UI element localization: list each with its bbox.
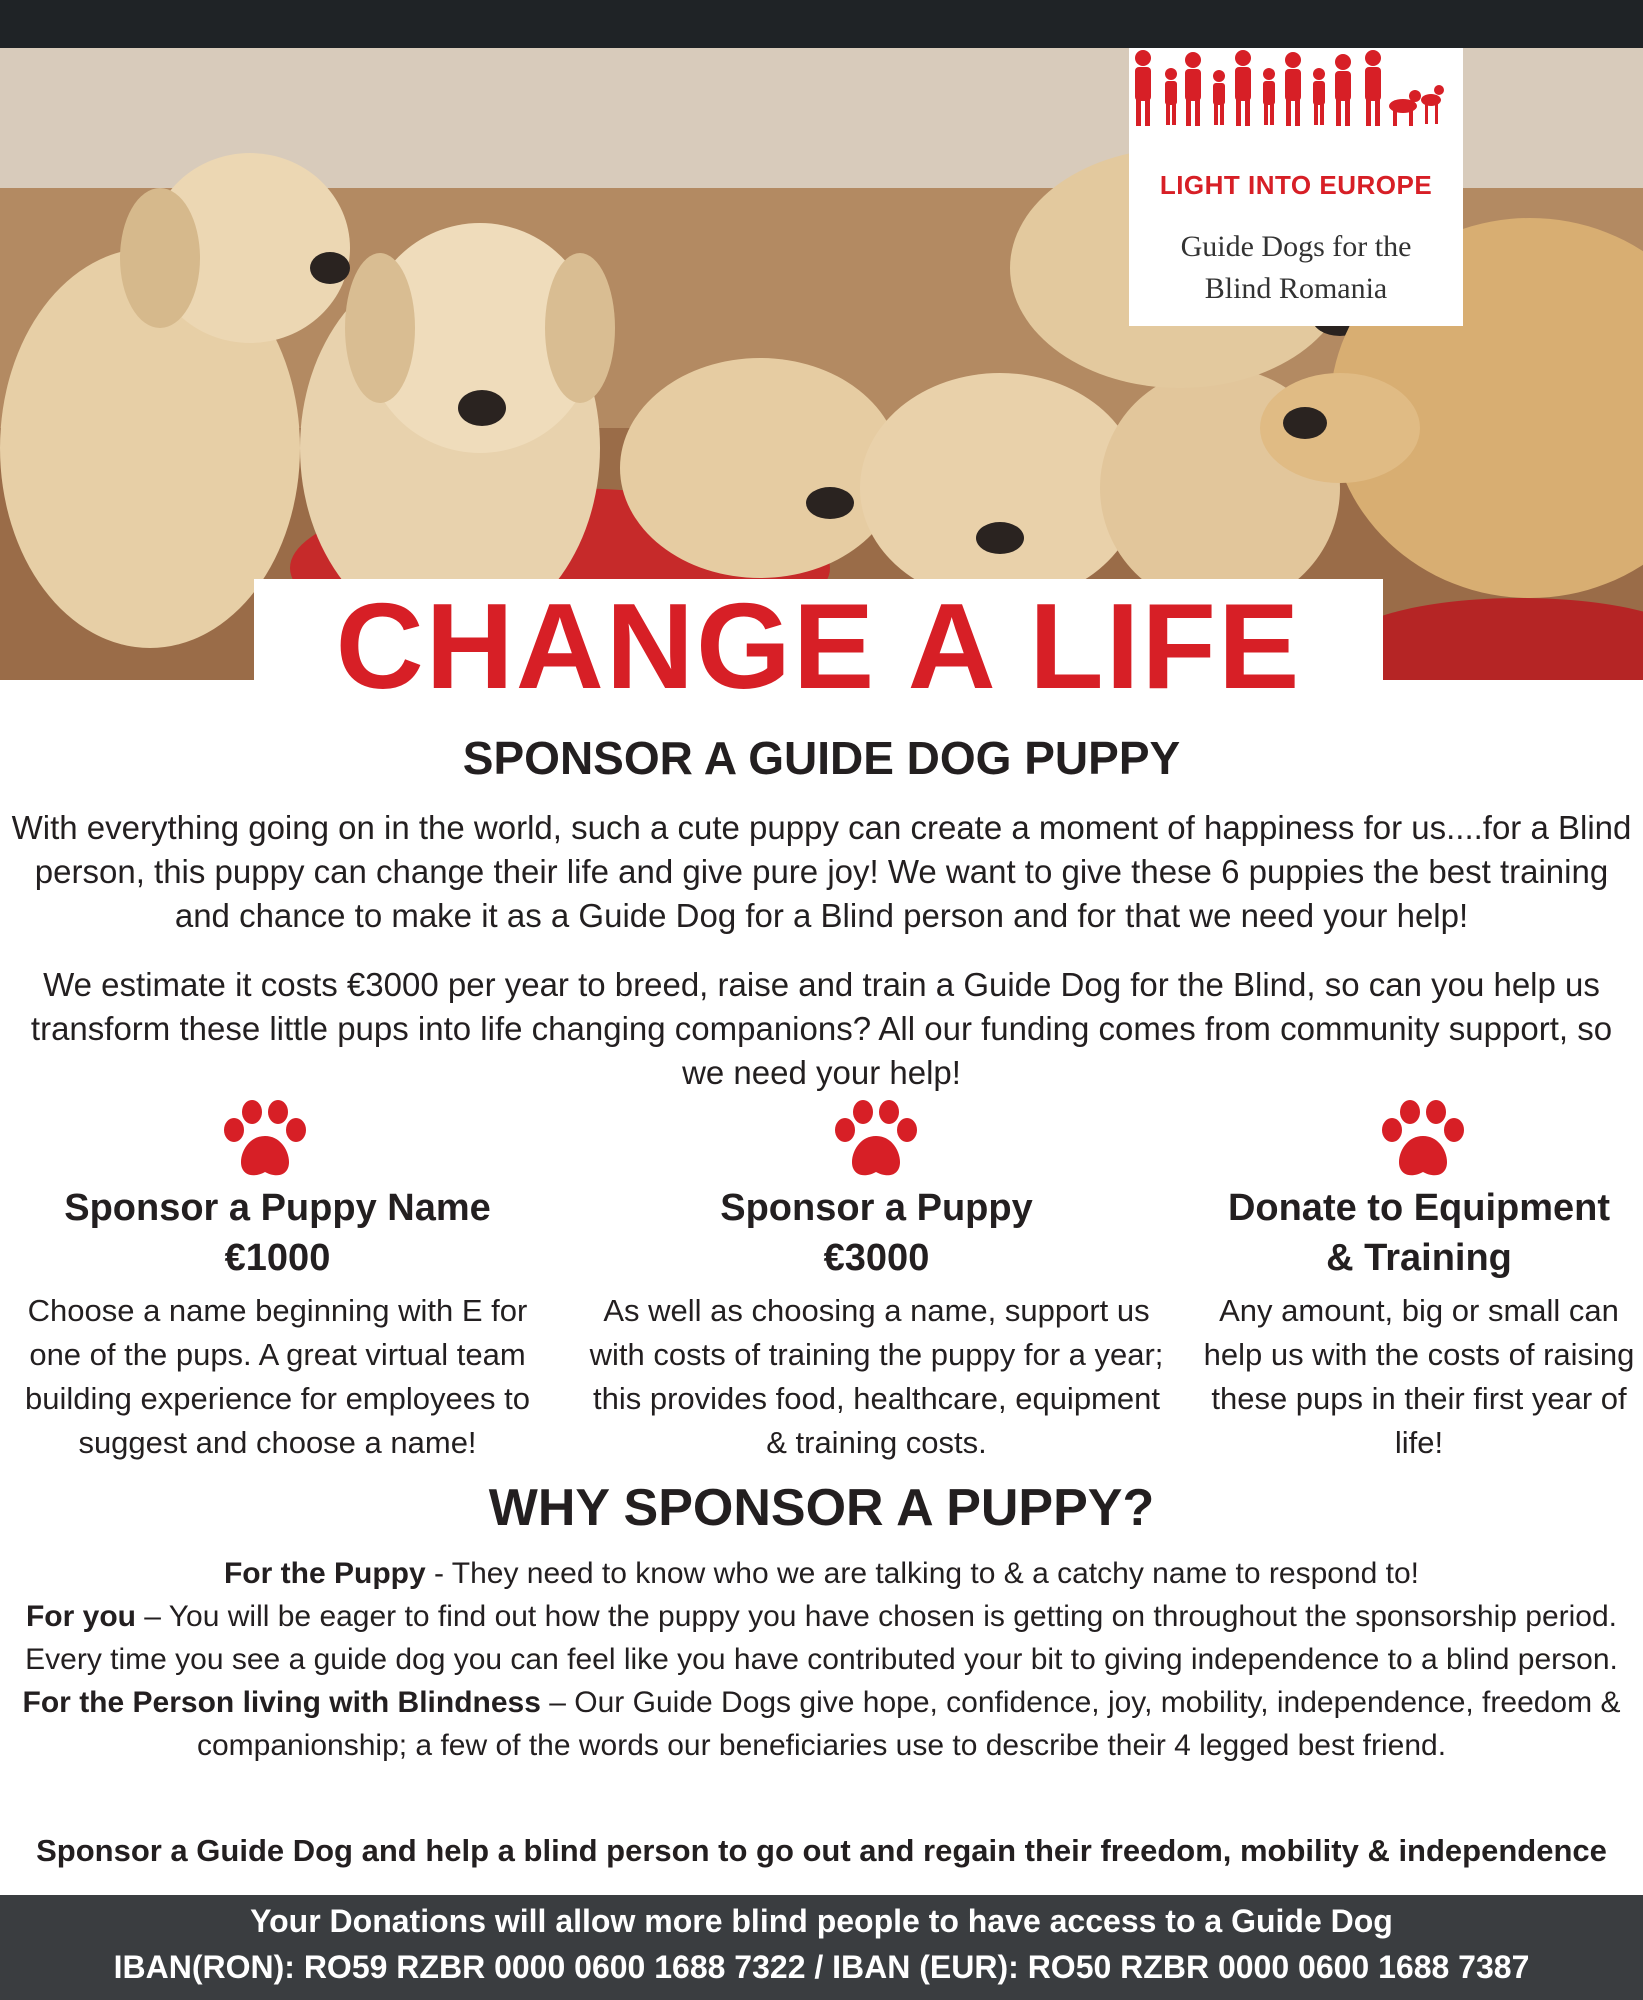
option-2-text: As well as choosing a name, support us with costs of training the puppy for a year; this provides food, healthcare, equipment & training costs. (589, 1293, 1164, 1460)
subheadline: SPONSOR A GUIDE DOG PUPPY (462, 732, 1181, 784)
why-item-label: For the Person living with Blindness (22, 1686, 541, 1719)
family-silhouette-icon (1129, 48, 1445, 128)
why-item-text: - They need to know who we are talking to & a catchy name to respond to! (425, 1557, 1419, 1590)
paw-icon (222, 1100, 308, 1182)
headline: CHANGE A LIFE (335, 578, 1302, 714)
option-2-title-line1: Sponsor a Puppy (720, 1187, 1033, 1229)
footer-iban-text: IBAN(RON): RO59 RZBR 0000 0600 1688 7322 / IBAN (EUR): RO50 RZBR 0000 0600 1688 7387 (113, 1949, 1530, 1985)
why-item-puppy (0, 1552, 1643, 1595)
intro-paragraph-1: With everything going on in the world, such a cute puppy can create a moment of happiness for us....for a Blind person, this puppy can change their life and give pure joy! We want to give these 6 puppies the best training and chance to make it as a Guide Dog for a Blind person and for that we need your help! (11, 809, 1632, 934)
logo-subtitle-line1: Guide Dogs for the (1180, 230, 1412, 263)
option-1-price: €1000 (224, 1237, 331, 1279)
headline-box (254, 579, 1383, 714)
logo-title: LIGHT INTO EUROPE (1159, 170, 1433, 200)
why-list (0, 1552, 1643, 1767)
why-item-label: For you (25, 1600, 136, 1633)
option-1-title (20, 1183, 535, 1283)
option-3-title-line2: & Training (1326, 1237, 1512, 1279)
why-title: WHY SPONSOR A PUPPY? (488, 1479, 1155, 1537)
paw-icon (1380, 1100, 1466, 1182)
intro-paragraph-2: We estimate it costs €3000 per year to breed, raise and train a Guide Dog for the Blind, so can you help us transform these little pups into life changing companions? All our funding comes from community support, so we need your help! (30, 966, 1613, 1091)
option-3-title-line1: Donate to Equipment (1227, 1187, 1611, 1229)
option-2-title (620, 1183, 1133, 1283)
option-1-text: Choose a name beginning with E for one of the pups. A great virtual team building experience for employees to suggest and choose a name! (25, 1293, 530, 1460)
option-3-title (1195, 1183, 1643, 1283)
logo (1129, 48, 1463, 326)
logo-subtitle-line2: Blind Romania (1204, 272, 1388, 305)
closing-statement: Sponsor a Guide Dog and help a blind person to go out and regain their freedom, mobility & independence (36, 1833, 1607, 1868)
paw-icon (833, 1100, 919, 1182)
option-2-price: €3000 (823, 1237, 930, 1279)
logo-subtitle (1129, 226, 1463, 310)
top-bar (0, 0, 1643, 48)
why-item-text: – You will be eager to find out how the puppy you have chosen is getting on throughout the sponsorship period. Every time you see a guide dog you can feel like you have contributed your bit to giving independence to a blind person. (25, 1600, 1618, 1676)
why-item-person (0, 1681, 1643, 1767)
why-item-text: – Our Guide Dogs give hope, confidence, joy, mobility, independence, freedom & companionship; a few of the words our beneficiaries use to describe their 4 legged best friend. (196, 1686, 1621, 1762)
option-3-text: Any amount, big or small can help us with the costs of raising these pups in their first year of life! (1203, 1293, 1635, 1460)
option-1-title-line1: Sponsor a Puppy Name (64, 1187, 491, 1229)
why-item-label: For the Puppy (223, 1557, 426, 1590)
why-item-you (0, 1595, 1643, 1681)
footer (0, 1895, 1643, 2000)
footer-donations-text: Your Donations will allow more blind people to have access to a Guide Dog (250, 1903, 1393, 1939)
